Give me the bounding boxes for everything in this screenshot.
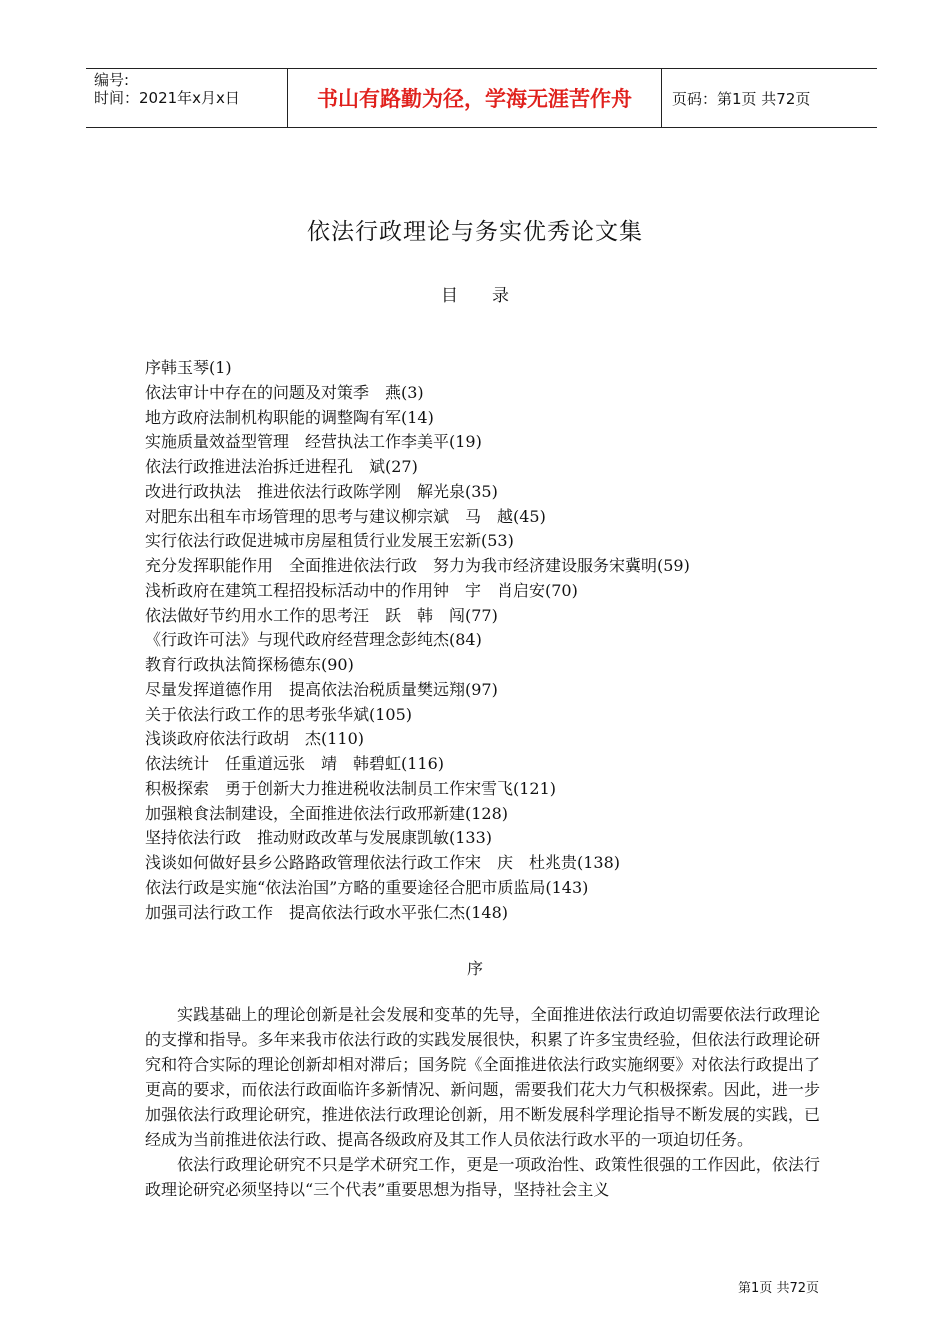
toc-entry: 尽量发挥道德作用 提高依法治税质量樊远翔(97) bbox=[145, 679, 498, 699]
toc-entry: 实行依法行政促进城市房屋租赁行业发展王宏新(53) bbox=[145, 531, 514, 551]
preface-paragraph: 依法行政理论研究不只是学术研究工作，更是一项政治性、政策性很强的工作因此，依法行政理论研究必须坚持以“三个代表”重要思想为指导，坚持社会主义 bbox=[145, 1155, 820, 1199]
page-header bbox=[86, 68, 877, 128]
toc-entry: 加强粮食法制建设，全面推进依法行政邢新建(128) bbox=[145, 803, 509, 823]
page-footer: 第1页 共72页 bbox=[738, 1281, 819, 1296]
toc-heading: 目 录 bbox=[441, 286, 509, 306]
header-page-label: 页码：第1页 共72页 bbox=[672, 89, 811, 108]
toc-entry: 依法行政推进法治拆迁进程孔 斌(27) bbox=[145, 457, 418, 476]
toc-entry: 浅谈如何做好县乡公路路政管理依法行政工作宋 庆 杜兆贵(138) bbox=[145, 853, 621, 872]
header-motto: 书山有路勤为径，学海无涯苦作舟 bbox=[288, 69, 662, 127]
toc-entry: 《行政许可法》与现代政府经营理念彭纯杰(84) bbox=[145, 630, 482, 650]
preface-body bbox=[145, 1002, 820, 1202]
preface-paragraph: 实践基础上的理论创新是社会发展和变革的先导，全面推进依法行政迫切需要依法行政理论的支撑和指导。多年来我市依法行政的实践发展很快，积累了许多宝贵经验，但依法行政理论研究和符合实际的理论创新却相对滞后；国务院《全面推进依法行政实施纲要》对依法行政提出了更高的要求，而依法行政面临许多新情况、新问题，需要我们花大力气积极探索。因此，进一步加强依法行政理论研究，推进依法行政理论创新，用不断发展科学理论指导不断发展的实践，已经成为当前推进依法行政、提高各级政府及其工作人员依法行政水平的一项迫切任务。 bbox=[145, 1005, 820, 1149]
toc-entry: 教育行政执法简探杨德东(90) bbox=[145, 655, 354, 674]
time-label: 时间：2021年x月x日 bbox=[94, 89, 240, 107]
toc-entry: 充分发挥职能作用 全面推进依法行政 努力为我市经济建设服务宋冀明(59) bbox=[145, 556, 690, 575]
toc-entry: 浅析政府在建筑工程招投标活动中的作用钟 宇 肖启安(70) bbox=[145, 580, 578, 600]
toc-entry: 浅谈政府依法行政胡 杰(110) bbox=[145, 729, 365, 749]
toc-entry: 对肥东出租车市场管理的思考与建议柳宗斌 马 越(45) bbox=[145, 506, 546, 526]
toc-entry: 实施质量效益型管理 经营执法工作李美平(19) bbox=[145, 432, 482, 452]
toc-entry: 关于依法行政工作的思考张华斌(105) bbox=[145, 704, 413, 724]
toc-entry: 依法审计中存在的问题及对策季 燕(3) bbox=[145, 382, 424, 402]
toc-entry: 依法统计 任重道远张 靖 韩碧虹(116) bbox=[145, 754, 445, 773]
toc-entry: 坚持依法行政 推动财政改革与发展康凯敏(133) bbox=[145, 828, 493, 848]
toc-entry: 序韩玉琴(1) bbox=[145, 358, 232, 377]
toc-entry: 加强司法行政工作 提高依法行政水平张仁杰(148) bbox=[145, 902, 509, 922]
toc-entry: 地方政府法制机构职能的调整陶有军(14) bbox=[145, 407, 434, 427]
header-meta bbox=[86, 69, 288, 127]
toc-entry: 依法行政是实施“依法治国”方略的重要途径合肥市质监局(143) bbox=[145, 877, 589, 897]
serial-label: 编号: bbox=[94, 71, 130, 89]
document-title: 依法行政理论与务实优秀论文集 bbox=[307, 219, 643, 245]
table-of-contents bbox=[145, 356, 845, 925]
preface-title: 序 bbox=[466, 959, 483, 978]
toc-entry: 改进行政执法 推进依法行政陈学刚 解光泉(35) bbox=[145, 481, 498, 501]
toc-entry: 依法做好节约用水工作的思考汪 跃 韩 闯(77) bbox=[145, 605, 498, 625]
toc-entry: 积极探索 勇于创新大力推进税收法制员工作宋雪飞(121) bbox=[145, 778, 557, 798]
